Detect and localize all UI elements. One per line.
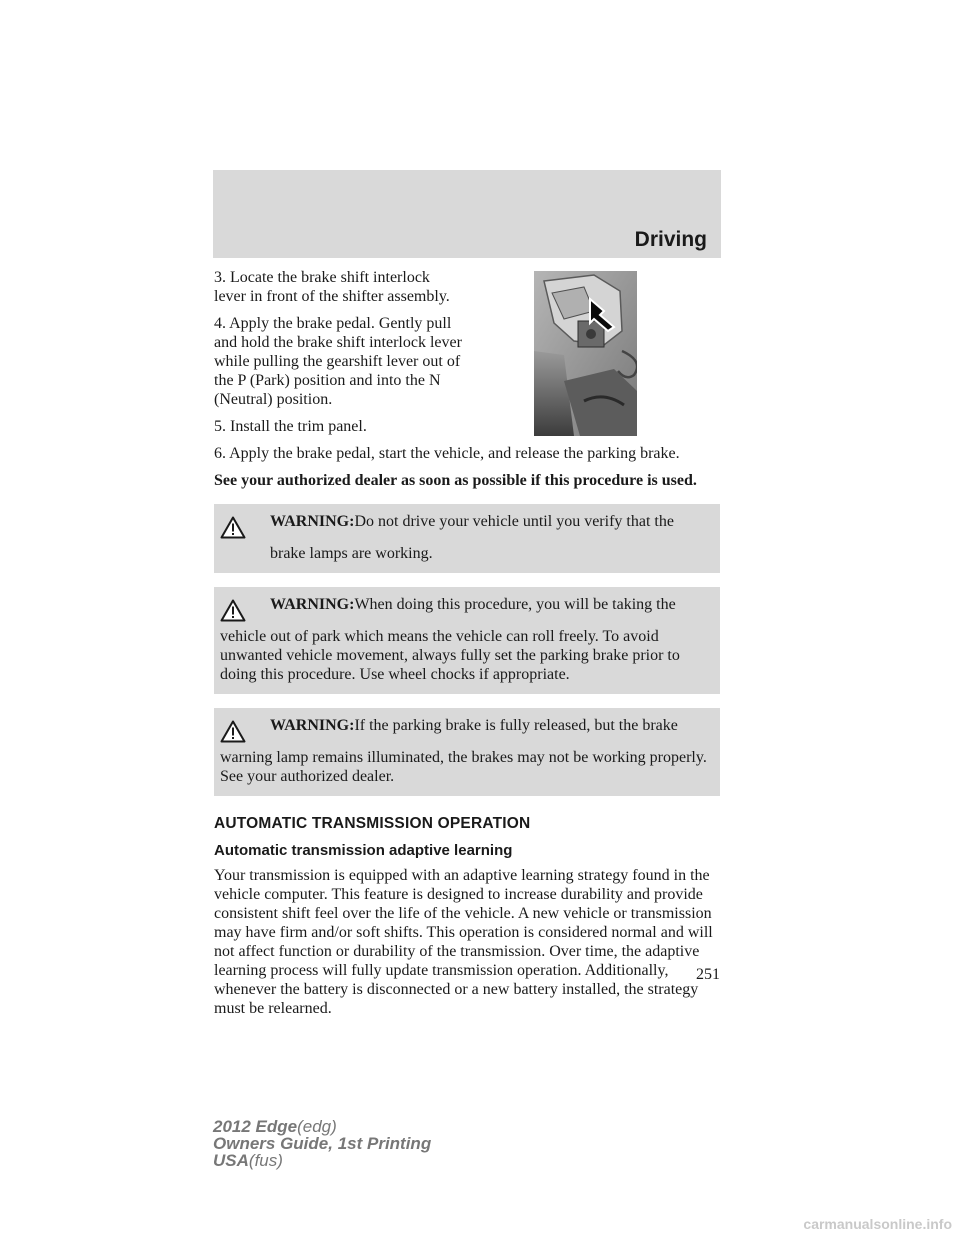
dealer-notice: See your authorized dealer as soon as possible if this procedure is used. xyxy=(214,472,697,489)
footer-model-code: (edg) xyxy=(297,1117,337,1136)
section-title: Driving xyxy=(634,228,707,251)
warning-first-line xyxy=(220,595,708,627)
footer-line-3 xyxy=(213,1152,431,1169)
steps-column xyxy=(214,268,464,436)
warning-triangle-icon xyxy=(220,595,270,627)
page-number: 251 xyxy=(696,966,720,983)
warning-label: WARNING: xyxy=(270,596,355,613)
step-5: 5. Install the trim panel. xyxy=(214,418,367,435)
header-band xyxy=(213,170,721,258)
section-body: Your transmission is equipped with an adaptive learning strategy found in the vehicle computer. This feature is designed to increase durability and provide consistent shift feel over the life of the vehicle. A new vehicle or transmission may have firm and/or soft shifts. This operation is considered normal and will not affect function or durability of the transmission. Over time, the adaptive learning process will fully update transmission operation. Additionally, whenever the battery is disconnected or a new battery installed, the strategy must be relearned. xyxy=(214,867,713,1017)
footer-market-code: (fus) xyxy=(248,1151,283,1170)
warning-label: WARNING: xyxy=(270,513,355,530)
warning-text-line1: Do not drive your vehicle until you verify that the xyxy=(354,513,674,530)
warning-text-line1: If the parking brake is fully released, but the brake xyxy=(354,717,678,734)
footer-model: 2012 Edge xyxy=(213,1117,298,1136)
step-3: 3. Locate the brake shift interlock lever in front of the shifter assembly. xyxy=(214,269,450,305)
footer-line-1 xyxy=(213,1118,431,1135)
footer-market: USA xyxy=(213,1151,249,1170)
warning-box-3 xyxy=(214,708,720,796)
warning-text-rest: warning lamp remains illuminated, the brakes may not be working properly. See your authorized dealer. xyxy=(220,749,707,785)
warning-box-2 xyxy=(214,587,720,694)
step-6: 6. Apply the brake pedal, start the vehicle, and release the parking brake. xyxy=(214,445,680,462)
footer xyxy=(213,1118,431,1169)
section-heading: AUTOMATIC TRANSMISSION OPERATION xyxy=(214,815,531,832)
warning-text-rest: brake lamps are working. xyxy=(270,545,433,562)
warning-first-line xyxy=(220,716,708,748)
footer-guide: Owners Guide, 1st Printing xyxy=(213,1134,432,1153)
warning-line xyxy=(270,512,674,544)
step-4: 4. Apply the brake pedal. Gently pull and hold the brake shift interlock lever while pulling the gearshift lever out of the P (Park) position and into the N (Neutral) position. xyxy=(214,315,462,408)
section-subheading: Automatic transmission adaptive learning xyxy=(214,842,513,859)
warning-triangle-icon xyxy=(220,716,270,748)
warning-box-1 xyxy=(214,504,720,573)
warning-triangle-icon xyxy=(220,512,270,544)
warning-text-rest: vehicle out of park which means the vehicle can roll freely. To avoid unwanted vehicle movement, always fully set the parking brake prior to doing this procedure. Use wheel chocks if appropriate. xyxy=(220,628,680,683)
page-content xyxy=(214,268,720,1026)
watermark: carmanualsonline.info xyxy=(803,1216,952,1232)
warning-line xyxy=(270,716,678,748)
warning-first-line xyxy=(220,512,708,544)
warning-line xyxy=(270,595,676,627)
warning-text-line1: When doing this procedure, you will be taking the xyxy=(354,596,676,613)
warning-label: WARNING: xyxy=(270,717,355,734)
